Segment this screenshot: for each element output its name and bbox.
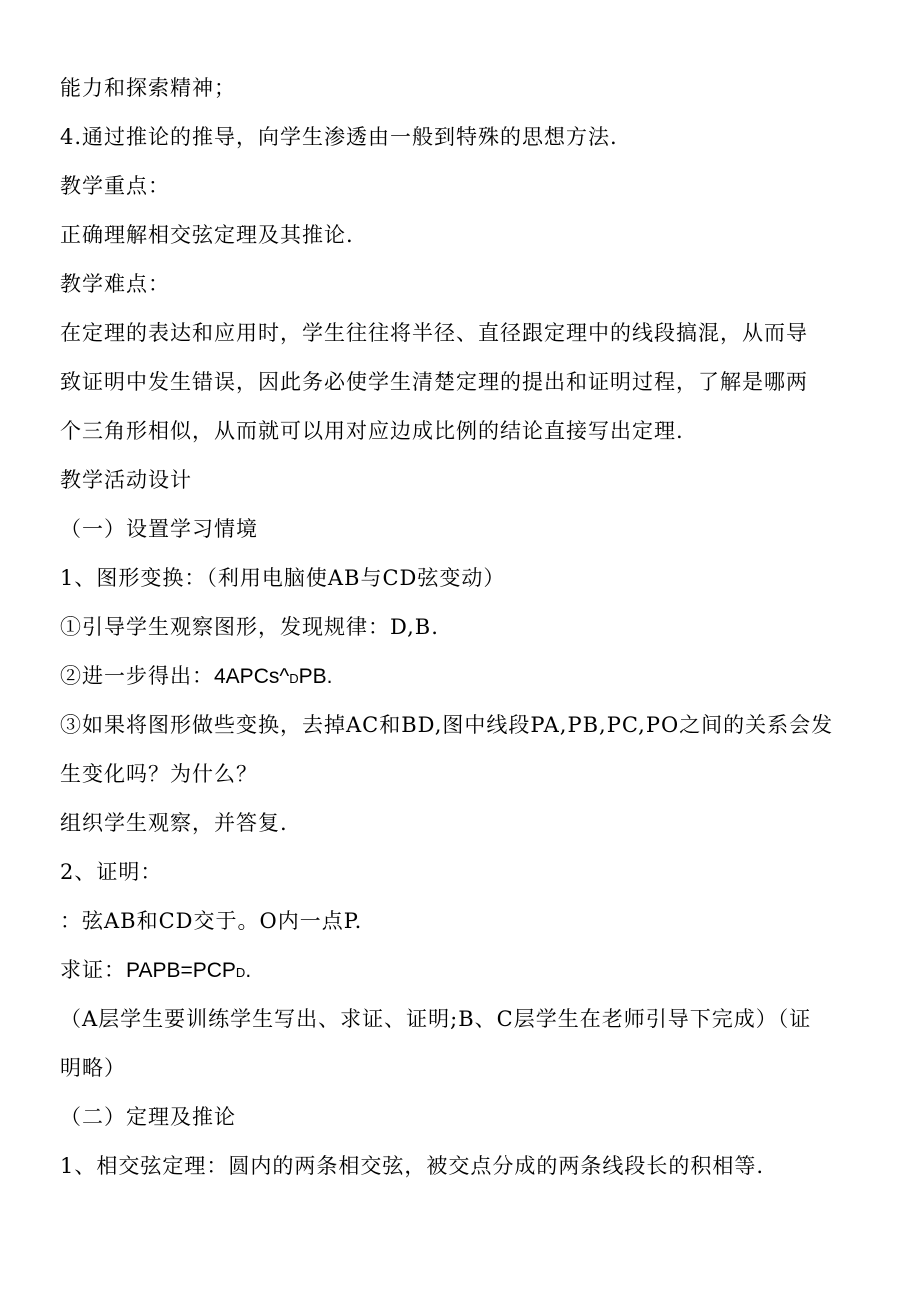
section-heading-1: （一）设置学习情境 <box>60 517 258 541</box>
prove-formula-tail: . <box>245 959 252 982</box>
text-line-theorem: 1、相交弦定理：圆内的两条相交弦，被交点分成的两条线段长的积相等. <box>60 1154 765 1178</box>
text-line-question-1: ③如果将图形做些变换，去掉AC和BD,图中线段PA,PB,PC,PO之间的关系会发 <box>60 713 834 737</box>
heading-key-points: 教学重点： <box>60 174 170 198</box>
text-line-transform: 1、图形变换：（利用电脑使AB与CD弦变动） <box>60 566 506 590</box>
text-line-organize: 组织学生观察，并答复. <box>60 811 288 835</box>
prove-prefix: 求证： <box>60 958 126 982</box>
heading-activity-design: 教学活动设计 <box>60 468 192 492</box>
heading-difficulties: 教学难点： <box>60 272 170 296</box>
similar-formula-small: D <box>289 671 299 686</box>
text-line-similar <box>60 652 870 701</box>
text-line-difficulty-1: 在定理的表达和应用时，学生往往将半径、直径跟定理中的线段搞混，从而导 <box>60 321 808 345</box>
text-line-difficulty-3: 个三角形相似，从而就可以用对应边成比例的结论直接写出定理. <box>60 419 684 443</box>
text-line-question-2: 生变化吗？为什么？ <box>60 762 258 786</box>
similar-prefix: ②进一步得出： <box>60 664 214 688</box>
similar-formula-main: 4APCs^ <box>214 665 290 688</box>
text-line-objective-4: 4.通过推论的推导，向学生渗透由一般到特殊的思想方法. <box>60 125 618 149</box>
text-line-proof-heading: 2、证明： <box>60 860 163 884</box>
text-line-observe: ①引导学生观察图形，发现规律：D,B. <box>60 615 439 639</box>
text-line-key-point: 正确理解相交弦定理及其推论. <box>60 223 354 247</box>
prove-formula-small: D <box>235 965 246 980</box>
text-line-difficulty-2: 致证明中发生错误，因此务必使学生清楚定理的提出和证明过程，了解是哪两 <box>60 370 808 394</box>
prove-formula-main: PAPB=PCP <box>126 959 236 982</box>
document-page <box>60 64 870 1191</box>
section-heading-2: （二）定理及推论 <box>60 1105 236 1129</box>
similar-formula-tail: PB. <box>298 665 333 688</box>
text-line-layers-2: 明略） <box>60 1056 126 1080</box>
text-line-prove <box>60 946 870 995</box>
text-line-ability: 能力和探索精神； <box>60 76 236 100</box>
text-line-layers-1: （A层学生要训练学生写出、求证、证明;B、C层学生在老师引导下完成）（证 <box>60 1007 812 1031</box>
text-line-given: ：弦AB和CD交于。O内一点P. <box>60 909 363 933</box>
